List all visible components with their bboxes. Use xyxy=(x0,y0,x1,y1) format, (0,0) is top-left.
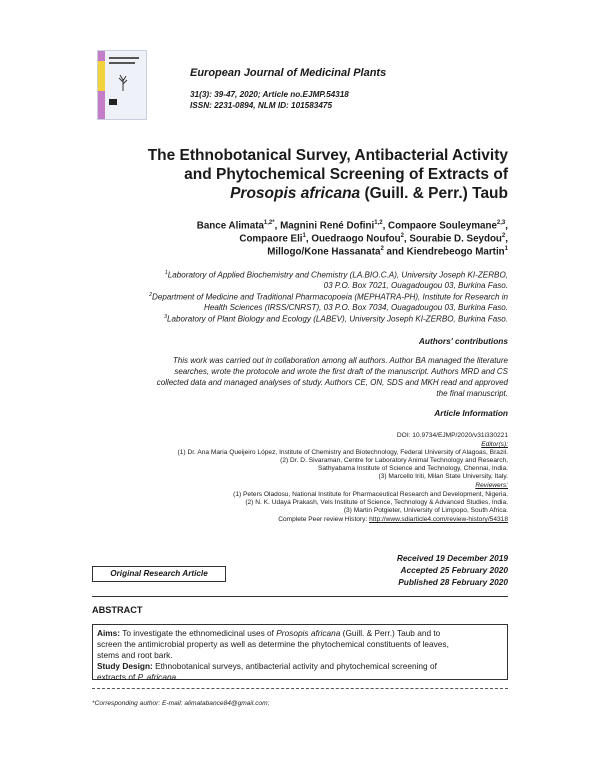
contributions-heading: Authors' contributions xyxy=(418,336,508,346)
journal-issn: ISSN: 2231-0894, NLM ID: 101583475 xyxy=(190,101,332,110)
paper-title-line-3: Prosopis africana (Guill. & Perr.) Taub xyxy=(230,185,508,202)
journal-name: European Journal of Medicinal Plants xyxy=(190,67,387,79)
affiliation-1-line-2: 03 P.O. Box 7021, Ouagadougou 03, Burkina Faso. xyxy=(323,281,508,290)
editor-entry: (2) Dr. D. Sivaraman, Centre for Laboratory Animal Technology and Research, xyxy=(280,457,508,464)
published-date: Published 28 February 2020 xyxy=(398,577,508,587)
abstract-aims-line-2: screen the antimicrobial property as well as determine the phytochemical constituents of leaves, xyxy=(97,639,449,649)
editors-label: Editor(s): xyxy=(481,441,508,448)
review-history-link[interactable]: http://www.sdiarticle4.com/review-history/54318 xyxy=(369,516,508,523)
affiliation-2: $^2$Department of Medicine and Traditional Pharmacopoeia (MEPHATRA-PH), Institute for Research in xyxy=(148,292,508,302)
contribution-line: searches, wrote the protocole and wrote the first draft of the manuscript. Authors MRD and CS xyxy=(174,367,508,376)
footnote-divider xyxy=(92,688,508,690)
divider xyxy=(92,596,508,597)
reviewer-entry: (3) Martin Potgieter, University of Limpopo, South Africa. xyxy=(343,507,508,514)
contribution-line: collected data and managed analyses of study. Authors CE, ON, SDS and MKH read and approved xyxy=(156,378,508,387)
affiliation-2-line-2: Health Sciences (IRSS/CNRST), 03 P.O. Box 7034, Ouagadougou 03, Burkina Faso. xyxy=(204,303,508,312)
affiliation-3: $^3$Laboratory of Plant Biology and Ecology (LABEV), University Joseph KI-ZERBO, Burkina Faso. xyxy=(163,314,508,324)
contribution-line: This work was carried out in collaboration among all authors. Author BA managed the literature xyxy=(172,356,508,365)
species-name: Prosopis africana xyxy=(230,185,361,202)
received-date: Received 19 December 2019 xyxy=(396,553,508,563)
editor-entry: (1) Dr. Ana Maria Queijeiro López, Institute of Chemistry and Biotechnology, Federal University of Alagoas, Brazil. xyxy=(177,449,508,456)
plant-illustration-icon xyxy=(116,73,130,91)
editor-entry: Sathyabama Institute of Science and Technology, Chennai, India. xyxy=(317,465,508,472)
affiliation-1: $^1$Laboratory of Applied Biochemistry and Chemistry (LA.BIO.C.A), University Joseph KI-ZERBO, xyxy=(164,270,508,280)
editor-entry: (3) Marcello Iriti, Milan State University, Italy. xyxy=(378,473,508,480)
accepted-date: Accepted 25 February 2020 xyxy=(400,565,508,575)
journal-cover-thumbnail xyxy=(97,50,147,120)
review-history: Complete Peer review History: http://www.sdiarticle4.com/review-history/54318 xyxy=(278,516,508,523)
article-info-heading: Article Information xyxy=(434,408,508,418)
paper-title-line-1: The Ethnobotanical Survey, Antibacterial Activity xyxy=(147,147,508,164)
article-type-badge: Original Research Article xyxy=(92,566,226,582)
contribution-line: the final manuscript. xyxy=(436,389,508,398)
reviewer-entry: (1) Peters Oladosu, National Institute for Pharmaceutical Research and Development, Nigeria. xyxy=(233,491,508,498)
reviewer-entry: (2) N. K. Udaya Prakash, Vels Institute of Science, Technology & Advanced Studies, India. xyxy=(245,499,508,506)
author-line-3: Millogo/Kone Hassanata$^2$ and Kiendrebeogo Martin$^1$ xyxy=(267,246,508,258)
journal-volume: 31(3): 39-47, 2020; Article no.EJMP.54318 xyxy=(190,90,349,99)
corresponding-author-footnote: *Corresponding author: E-mail: alimatabance84@gmail.com; xyxy=(92,700,270,707)
author-line-2: Compaore Eli$^1$, Ouedraogo Noufou$^2$, Sourabie D. Seydou$^2$, xyxy=(239,233,508,245)
doi: DOI: 10.9734/EJMP/2020/v31i330221 xyxy=(396,432,508,439)
abstract-study-design-line-2: extracts of P. africana. xyxy=(97,672,179,682)
reviewers-label: Reviewers: xyxy=(475,482,508,489)
author-line-1: Bance Alimata$^{1,2*}$, Magnini René Dofini$^{1,2}$, Compaore Souleymane$^{2,3}$, xyxy=(196,220,508,232)
paper-title-line-2: and Phytochemical Screening of Extracts of xyxy=(184,166,508,183)
abstract-study-design: Study Design: Ethnobotanical surveys, antibacterial activity and phytochemical screening of xyxy=(97,661,437,671)
abstract-heading: ABSTRACT xyxy=(92,605,143,615)
abstract-aims-line-3: stems and root bark. xyxy=(97,650,173,660)
abstract-aims: Aims: To investigate the ethnomedicinal uses of Prosopis africana (Guill. & Perr.) Taub and to xyxy=(97,628,441,638)
